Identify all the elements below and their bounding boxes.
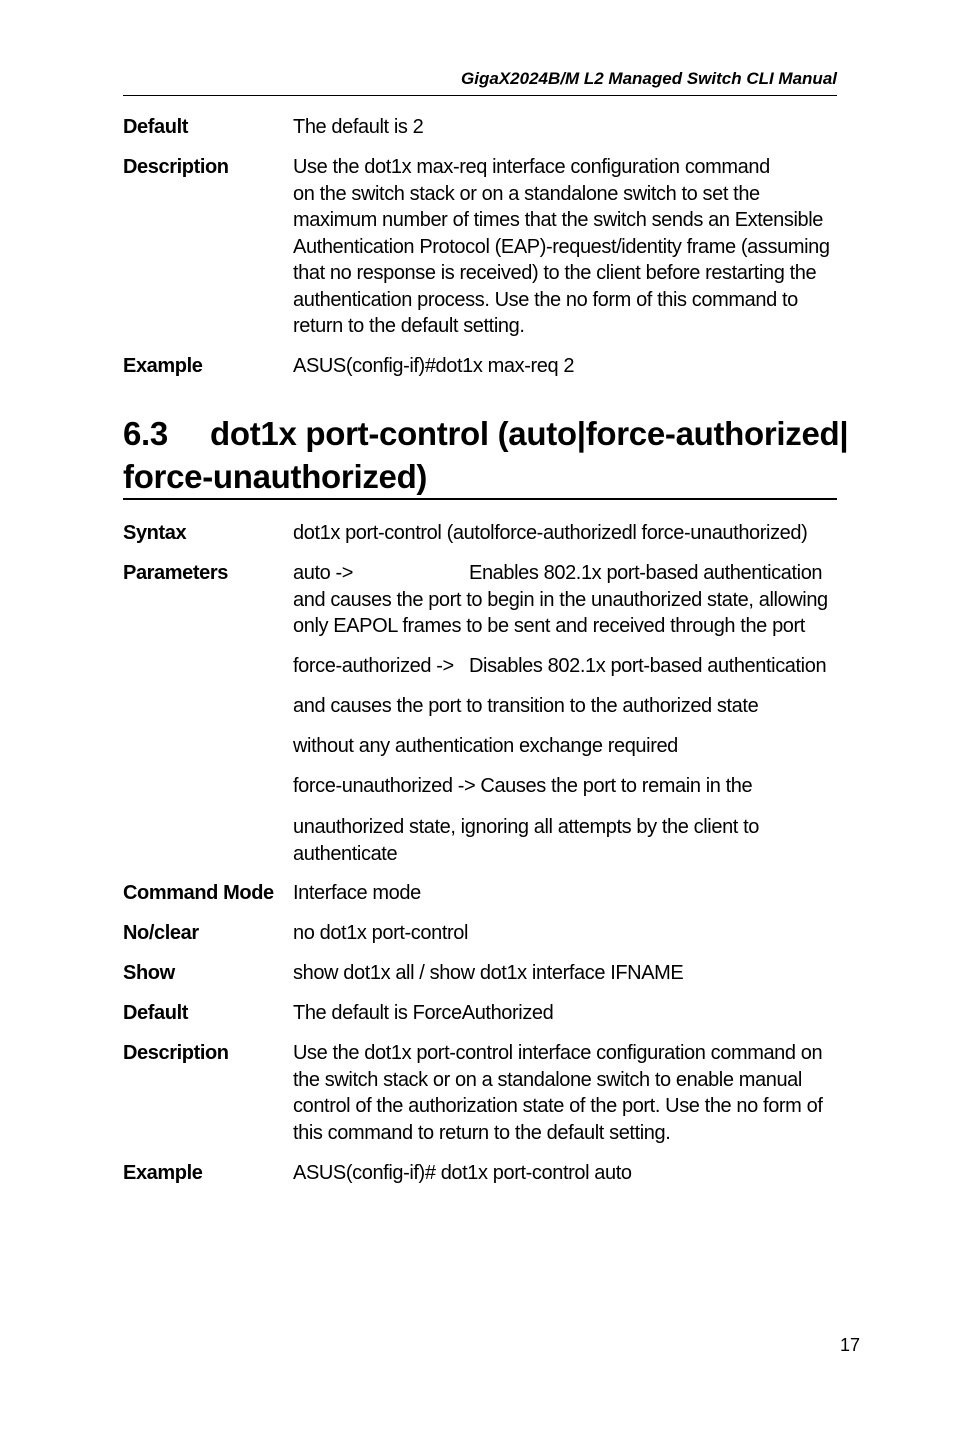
description-label: Description	[123, 156, 229, 178]
param-auto-desc-cont: only EAPOL frames to be sent and received through the port	[293, 615, 805, 637]
param-fa-desc-cont: and causes the port to transition to the authorized state	[293, 695, 759, 717]
default-value: The default is 2	[293, 116, 424, 138]
example-value: ASUS(config-if)# dot1x port-control auto	[293, 1162, 632, 1184]
description-line: authentication process. Use the no form of this command to	[293, 288, 798, 311]
example-label: Example	[123, 355, 203, 377]
show-label: Show	[123, 962, 175, 984]
parameters-value	[293, 560, 838, 640]
param-auto-term: auto ->	[293, 562, 354, 584]
description-line: control of the authorization state of the port. Use the no form of	[293, 1095, 823, 1117]
default-label: Default	[123, 1002, 188, 1024]
example-value: ASUS(config-if)#dot1x max-req 2	[293, 355, 575, 377]
section-heading	[123, 412, 849, 498]
show-value: show dot1x all / show dot1x interface IFNAME	[293, 962, 684, 984]
description-value	[293, 1040, 838, 1146]
description-line: maximum number of times that the switch sends an Extensible	[293, 209, 823, 231]
command-mode-label: Command Mode	[123, 882, 274, 904]
description-value	[293, 154, 838, 340]
description-line: Use the dot1x port-control interface configuration command on	[293, 1042, 823, 1064]
syntax-label: Syntax	[123, 522, 187, 544]
command-mode-value: Interface mode	[293, 882, 421, 904]
section-number: 6.3	[123, 415, 168, 452]
default-label: Default	[123, 116, 188, 138]
section-title-line2: force-unauthorized)	[123, 458, 428, 495]
description-line: Authentication Protocol (EAP)-request/identity frame (assuming	[293, 235, 830, 258]
param-auto-desc: Enables 802.1x port-based authentication	[469, 562, 823, 584]
description-label: Description	[123, 1042, 229, 1064]
default-value: The default is ForceAuthorized	[293, 1002, 554, 1024]
param-fa-desc-cont: without any authentication exchange required	[293, 735, 678, 757]
param-fa-term: force-authorized ->	[293, 655, 454, 677]
no-clear-label: No/clear	[123, 922, 199, 944]
param-fa-desc: Disables 802.1x port-based authentication	[469, 655, 827, 677]
param-fu-desc: force-unauthorized -> Causes the port to remain in the	[293, 775, 753, 797]
page-number: 17	[839, 1335, 860, 1355]
description-line: on the switch stack or on a standalone switch to set the	[293, 182, 760, 205]
param-fu-line: authenticate	[293, 842, 398, 865]
syntax-value: dot1x port-control (autolforce-authorizedl force-unauthorized)	[293, 522, 808, 544]
description-line: Use the dot1x max-req interface configuration command	[293, 156, 770, 178]
description-line: that no response is received) to the client before restarting the	[293, 262, 817, 284]
description-line: the switch stack or on a standalone switch to enable manual	[293, 1068, 802, 1091]
section-title-line1: dot1x port-control (auto|force-authorized|	[210, 415, 849, 452]
param-auto-desc-cont: and causes the port to begin in the unauthorized state, allowing	[293, 588, 828, 611]
header-rule	[123, 95, 837, 96]
param-force-authorized	[293, 653, 838, 680]
description-line: return to the default setting.	[293, 315, 525, 337]
running-header: GigaX2024B/M L2 Managed Switch CLI Manual	[461, 69, 837, 88]
example-label: Example	[123, 1162, 203, 1184]
param-fu-line: unauthorized state, ignoring all attempts by the client to	[293, 816, 759, 838]
param-fu-desc-cont	[293, 814, 838, 867]
description-line: this command to return to the default setting.	[293, 1121, 671, 1144]
parameters-label: Parameters	[123, 562, 228, 584]
no-clear-value: no dot1x port-control	[293, 922, 469, 944]
section-rule	[123, 498, 837, 500]
